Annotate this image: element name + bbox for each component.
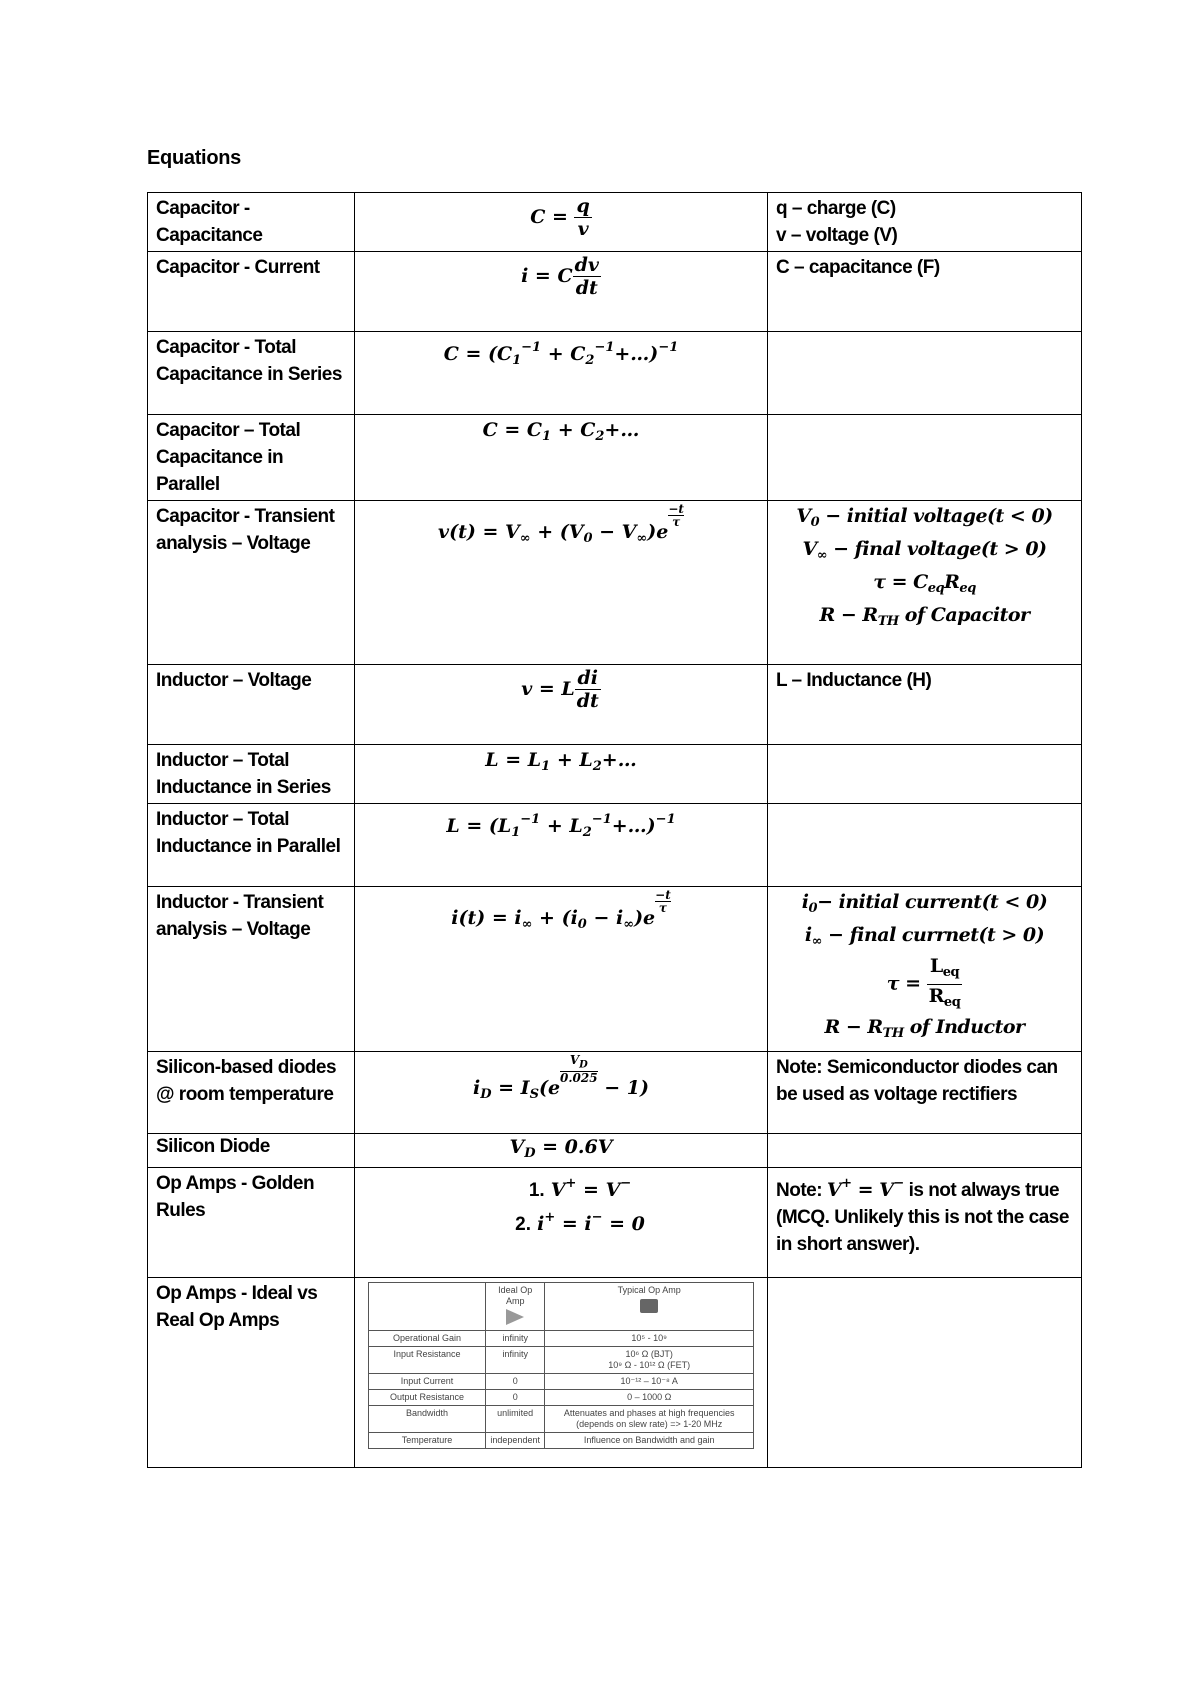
row-desc — [768, 665, 1082, 745]
golden-rules: 1. V+ = V− 2. i+ = i− = 0 — [355, 1168, 768, 1278]
row-label: Inductor – Voltage — [148, 665, 355, 745]
formula-inductor-transient: $i(t) = i_\infty + (i_0 - i_\infty)e$ $\frac{-t}{\tau}$ — [355, 887, 768, 1052]
formula-capacitor-current: i = C $\frac{dv}{dt}$ — [355, 252, 768, 332]
opamp-cell: 10⁻¹² – 10⁻⁸ A — [545, 1374, 754, 1390]
header-typical: Typical Op Amp — [617, 1285, 681, 1295]
header-ideal: Ideal Op Amp — [498, 1285, 533, 1306]
row-desc — [768, 1052, 1082, 1134]
formula-capacitor-transient: $v(t) = V_\infty + (V_0 - V_\infty)e$ $\frac{-t}{\tau}$ — [355, 501, 768, 665]
row-desc: Note: V+ = V− is not always true (MCQ. Unlikely this is not the case in short answer). — [768, 1168, 1082, 1278]
table-row — [148, 193, 1082, 252]
row-label: Op Amps - Golden Rules — [148, 1168, 355, 1278]
table-row — [148, 415, 1082, 501]
opamp-comparison-cell — [355, 1278, 768, 1468]
formula-capacitance-parallel: $C = C_1$ + $C_2+\dots$ — [355, 415, 768, 501]
table-row — [148, 665, 1082, 745]
table-row — [148, 1052, 1082, 1134]
formula-capacitance-series: $C = (C_1^{-1}$ + $C_2^{-1}+\dots)^{-1}$ — [355, 332, 768, 415]
row-label: Inductor – Total Inductance in Series — [148, 745, 355, 804]
opamp-cell: 0 – 1000 Ω — [545, 1390, 754, 1406]
row-label: Capacitor - Total Capacitance in Series — [148, 332, 355, 415]
opamp-row — [369, 1347, 754, 1374]
table-row — [148, 1278, 1082, 1468]
row-label: Capacitor - Transient analysis – Voltage — [148, 501, 355, 665]
opamp-cell: infinity — [486, 1347, 545, 1374]
opamp-cell: 10⁵ - 10⁹ — [545, 1331, 754, 1347]
opamp-cell: Influence on Bandwidth and gain — [545, 1433, 754, 1449]
opamp-header-row — [369, 1283, 754, 1331]
table-row — [148, 1168, 1082, 1278]
opamp-comparison-table — [368, 1282, 754, 1449]
opamp-cell: 10⁶ Ω (BJT) 10⁹ Ω - 10¹² Ω (FET) — [545, 1347, 754, 1374]
table-row — [148, 1134, 1082, 1168]
opamp-cell: 0 — [486, 1390, 545, 1406]
desc-line: Note: Semiconductor diodes can be used as voltage rectifiers — [776, 1057, 1058, 1105]
row-label: Inductor – Total Inductance in Parallel — [148, 804, 355, 887]
opamp-cell: Attenuates and phases at high frequencies (depends on slew rate) => 1-20 MHz — [545, 1406, 754, 1433]
row-label: Op Amps - Ideal vs Real Op Amps — [148, 1278, 355, 1468]
opamp-row — [369, 1331, 754, 1347]
opamp-cell: Temperature — [369, 1433, 486, 1449]
row-desc — [768, 193, 1082, 252]
opamp-cell: independent — [486, 1433, 545, 1449]
page-title: Equations — [147, 147, 241, 169]
row-desc: $V_0$ − initial voltage(t < 0) $V_\infty$ − final voltage(t > 0) $\tau = C_{eq}R_{eq}$ $R - R_{TH}$ of Capacitor — [768, 501, 1082, 665]
opamp-cell: Bandwidth — [369, 1406, 486, 1433]
opamp-cell: Input Current — [369, 1374, 486, 1390]
desc-line: q – charge (C) — [776, 198, 896, 219]
opamp-cell: Operational Gain — [369, 1331, 486, 1347]
desc-line: L – Inductance (H) — [776, 670, 932, 691]
row-label: Inductor - Transient analysis – Voltage — [148, 887, 355, 1052]
opamp-row — [369, 1374, 754, 1390]
note-suffix: is not always true (MCQ. Unlikely this is not the case in short answer). — [776, 1180, 1069, 1255]
opamp-cell: 0 — [486, 1374, 545, 1390]
opamp-symbol-icon — [506, 1309, 524, 1325]
table-row — [148, 501, 1082, 665]
row-label: Capacitor - Capacitance — [148, 193, 355, 252]
desc-line: v – voltage (V) — [776, 225, 898, 246]
formula-inductance-series: $L = L_1$ + $L_2+\dots$ — [355, 745, 768, 804]
table-row — [148, 804, 1082, 887]
chip-icon — [640, 1299, 658, 1313]
formula-inductance-parallel: $L = (L_1^{-1}$ + $L_2^{-1}+\dots)^{-1}$ — [355, 804, 768, 887]
table-row — [148, 745, 1082, 804]
row-label: Capacitor – Total Capacitance in Parallel — [148, 415, 355, 501]
formula-inductor-voltage: v = L $\frac{di}{dt}$ — [355, 665, 768, 745]
row-label: Capacitor - Current — [148, 252, 355, 332]
row-label: Silicon Diode — [148, 1134, 355, 1168]
table-row — [148, 252, 1082, 332]
formula-diode-current: $i_D = I_S(e$ $\frac{V_D}{0.025} - 1$) — [355, 1052, 768, 1134]
opamp-cell: unlimited — [486, 1406, 545, 1433]
formula-capacitance: C = $\frac{q}{v}$ — [355, 193, 768, 252]
equations-table — [147, 192, 1082, 1468]
note-prefix: Note: — [776, 1180, 827, 1201]
opamp-row — [369, 1390, 754, 1406]
table-row — [148, 887, 1082, 1052]
opamp-cell: Input Resistance — [369, 1347, 486, 1374]
opamp-cell: infinity — [486, 1331, 545, 1347]
row-label: Silicon-based diodes @ room temperature — [148, 1052, 355, 1134]
formula-silicon-diode: $V_D = 0.6V$ — [355, 1134, 768, 1168]
opamp-row — [369, 1406, 754, 1433]
opamp-cell: Output Resistance — [369, 1390, 486, 1406]
row-desc: $i_0-$ initial current(t < 0) $i_\infty$ − final currnet(t > 0) τ = $\frac{L_{eq}}{R_{eq}}$ $R - R_{TH}$ of Inductor — [768, 887, 1082, 1052]
desc-line: C – capacitance (F) — [776, 257, 940, 278]
row-desc — [768, 252, 1082, 332]
table-row — [148, 332, 1082, 415]
opamp-row — [369, 1433, 754, 1449]
